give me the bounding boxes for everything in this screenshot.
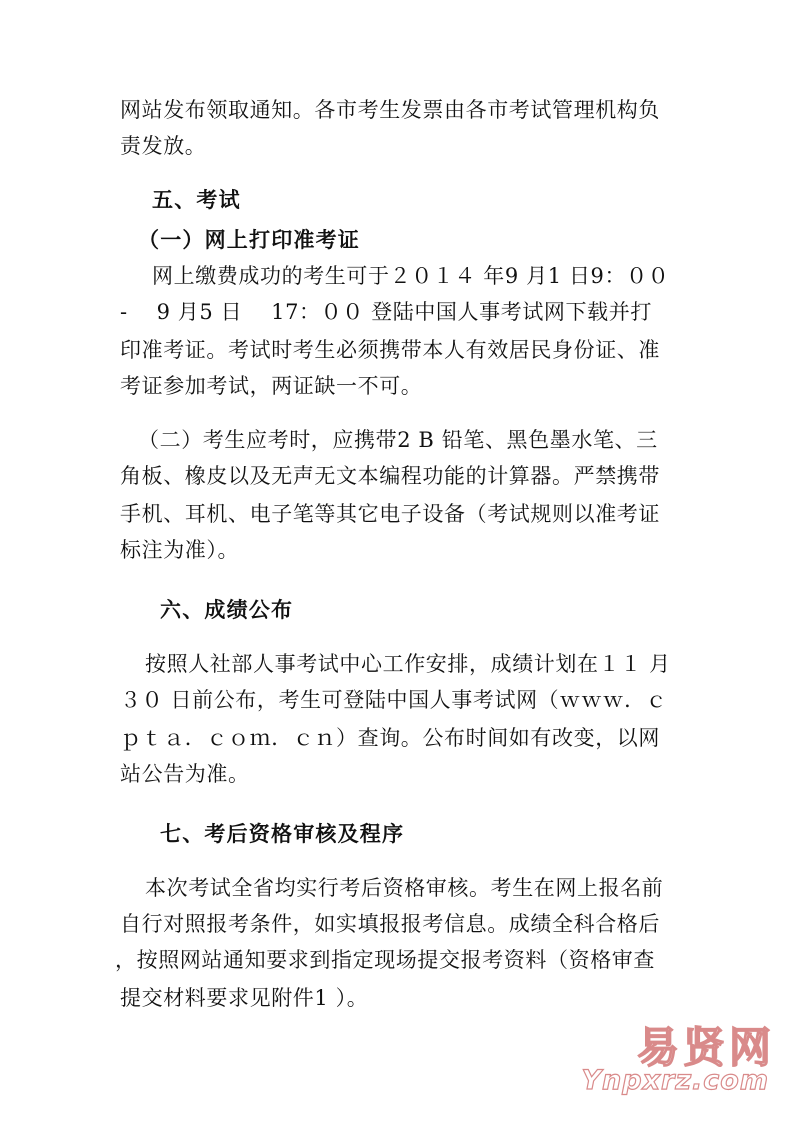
text-line: 印准考证。考试时考生必须携带本人有效居民身份证、准 (120, 338, 660, 362)
text-line: 站公告为准。 (120, 762, 250, 786)
text-line: - 9 月5 日 17：００ 登陆中国人事考试网下载并打 (120, 300, 652, 324)
text-line: 本次考试全省均实行考后资格审核。考生在网上报名前 (145, 876, 664, 900)
text-line: ｐｔａ．ｃｏｍ．ｃｎ）查询。公布时间如有改变，以网 (120, 726, 660, 750)
section-heading: 七、考后资格审核及程序 (160, 822, 405, 846)
text-line: 提交材料要求见附件1 ）。 (120, 986, 369, 1010)
text-line: ３０ 日前公布，考生可登陆中国人事考试网（ｗｗｗ．ｃ (120, 688, 668, 712)
watermark-domain-text: Ynpxrz.com (581, 1065, 769, 1096)
text-line: 考证参加考试，两证缺一不可。 (120, 374, 423, 398)
watermark-logo (581, 1015, 775, 1100)
text-line: 责发放。 (120, 134, 207, 158)
text-line: 网站发布领取通知。各市考生发票由各市考试管理机构负 (120, 98, 660, 122)
subsection-heading: （一）网上打印准考证 (138, 228, 360, 252)
section-heading: 五、考试 (152, 188, 241, 212)
section-heading: 六、成绩公布 (160, 598, 294, 622)
watermark-chinese-text: 易贤网 (636, 1023, 775, 1072)
text-line: 手机、耳机、电子笔等其它电子设备（考试规则以准考证 (120, 502, 660, 526)
text-line: 自行对照报考条件，如实填报报考信息。成绩全科合格后 (120, 912, 660, 936)
text-line: ，按照网站通知要求到指定现场提交报考资料（资格审查 (115, 948, 655, 972)
text-line: 按照人社部人事考试中心工作安排，成绩计划在１１ 月 (145, 652, 671, 676)
text-line: 标注为准）。 (120, 538, 240, 562)
text-line: 网上缴费成功的考生可于２０１４ 年9 月1 日9：００ (152, 264, 670, 288)
text-line: 角板、橡皮以及无声无文本编程功能的计算器。严禁携带 (120, 464, 660, 488)
text-line: （二）考生应考时，应携带2 B 铅笔、黑色墨水笔、三 (138, 428, 658, 452)
